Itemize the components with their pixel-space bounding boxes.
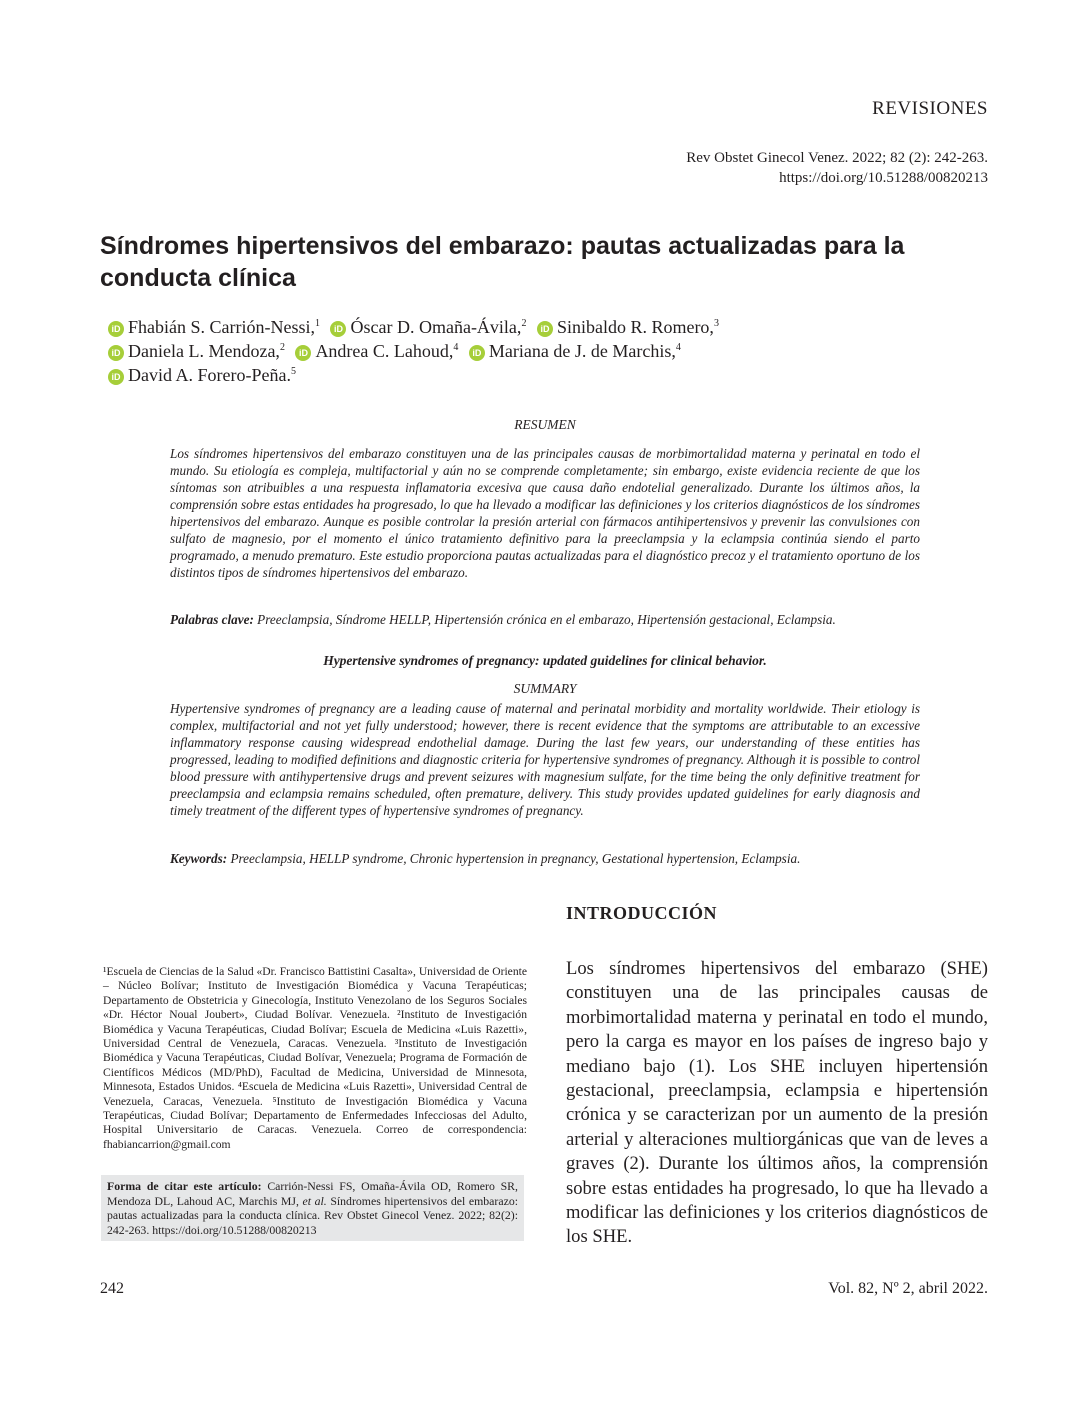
keywords-text: Preeclampsia, HELLP syndrome, Chronic hypertension in pregnancy, Gestational hypertension, Eclampsia. <box>230 851 801 866</box>
citation-line: Rev Obstet Ginecol Venez. 2022; 82 (2): 242-263. <box>686 150 988 166</box>
author-line <box>108 312 988 336</box>
orcid-icon[interactable]: iD <box>108 321 124 337</box>
section-label: REVISIONES <box>872 98 988 119</box>
journal-citation <box>686 148 988 188</box>
author-name: David A. Forero-Peña.$^5$ <box>128 365 296 385</box>
page-number: 242 <box>100 1280 124 1297</box>
author-name: Fhabián S. Carrión-Nessi,$^1$ <box>128 317 320 337</box>
orcid-icon[interactable]: iD <box>108 369 124 385</box>
author-name: Mariana de J. de Marchis,$^4$ <box>488 341 681 361</box>
keywords <box>170 850 920 867</box>
author-line <box>108 360 988 384</box>
orcid-icon[interactable]: iD <box>295 345 311 361</box>
citation-box <box>101 1175 524 1241</box>
author-name: Óscar D. Omaña-Ávila,$^2$ <box>350 317 527 337</box>
doi-link[interactable]: https://doi.org/10.51288/00820213 <box>779 170 988 186</box>
citation-box-text: Síndromes hipertensivos del embarazo: pautas actualizadas para la conducta clínica. Rev Obstet Ginecol Venez. 2022; 82(2): 242-263. https://doi.org/10.51288/00820213 <box>107 1193 518 1237</box>
journal-volume: Vol. 82, Nº 2, abril 2022. <box>828 1280 988 1297</box>
summary-heading: SUMMARY <box>513 681 577 696</box>
author-name: Sinibaldo R. Romero,$^3$ <box>556 317 719 337</box>
keywords-text: Preeclampsia, Síndrome HELLP, Hipertensión crónica en el embarazo, Hipertensión gestacional, Eclampsia. <box>257 612 836 627</box>
resumen-heading: RESUMEN <box>514 417 576 432</box>
introduction-heading: INTRODUCCIÓN <box>566 903 718 923</box>
keywords-label: Keywords: <box>170 851 228 866</box>
citation-box-text: Carrión-Nessi FS, Omaña-Ávila OD, Romero SR, Mendoza DL, Lahoud AC, Marchis MJ, <box>107 1179 518 1208</box>
citation-et-al: et al. <box>302 1193 327 1208</box>
citation-box-label: Forma de citar este artículo: <box>107 1179 262 1193</box>
author-line <box>108 336 988 360</box>
introduction-text: Los síndromes hipertensivos del embarazo (SHE) constituyen una de las principales causas de morbimortalidad materna y perinatal en todo el mundo, pero la carga es mayor en los países de ingreso bajo y mediano bajo (1). Los SHE incluyen hipertensión gestacional, preeclampsia, eclampsia e hipertensión crónica y se caracterizan por un aumento de la presión arterial y alteraciones multiorgánicas que van de leves a graves (2). Durante los últimos años, la comprensión sobre estas entidades ha progresado, lo que ha llevado a modificar las definiciones y los criterios diagnósticos de los SHE. <box>566 958 988 1248</box>
author-name: Daniela L. Mendoza,$^2$ <box>128 341 285 361</box>
orcid-icon[interactable]: iD <box>108 345 124 361</box>
summary-text: Hypertensive syndromes of pregnancy are a leading cause of maternal and perinatal morbidity and mortality worldwide. Their etiology is complex, multifactorial and not yet fully understood; however, there is recent evidence that the symptoms are attributable to an excessive inflammatory response causing widespread endothelial damage. During the last few years, our understanding of these entities has progressed, leading to modified definitions and diagnostic criteria for hypertensive syndromes of pregnancy. Although it is possible to control blood pressure with antihypertensive drugs and prevent seizures with magnesium sulfate, for the time being the only definitive treatment for preeclampsia and eclampsia remains scheduled, often premature, delivery. This study provides updated guidelines for early diagnosis and timely treatment of the different types of hypertensive syndromes of pregnancy. <box>170 701 920 818</box>
author-name: Andrea C. Lahoud,$^4$ <box>315 341 459 361</box>
resumen-text: Los síndromes hipertensivos del embarazo constituyen una de las principales causas de morbimortalidad materna y perinatal en todo el mundo. Su etiología es compleja, multifactorial y aún no se comprende completamente; sin embargo, existe evidencia reciente de que los síntomas son atribuibles a una respuesta inflamatoria excesiva que causa daño endotelial generalizado. Durante los últimos años, la comprensión sobre estas entidades ha progresado, lo que ha llevado a modificar las definiciones y los criterios diagnósticos de los síndromes hipertensivos del embarazo. Aunque es posible controlar la presión arterial con fármacos antihipertensivos y prevenir las convulsiones con sulfato de magnesio, por el momento el único tratamiento definitivo para la preeclampsia y la eclampsia continúa siendo el parto programado, a menudo prematuro. Este estudio proporciona pautas actualizadas para el diagnóstico precoz y el tratamiento oportuno de los distintos tipos de síndromes hipertensivos del embarazo. <box>170 446 920 580</box>
article-title: Síndromes hipertensivos del embarazo: pautas actualizadas para la conducta clínica <box>100 232 905 292</box>
affiliations: ¹Escuela de Ciencias de la Salud «Dr. Francisco Battistini Casalta», Universidad de Oriente – Núcleo Bolívar; Instituto de Investigación Biomédica y Vacuna Terapéuticas; Departamento de Obstetricia y Ginecología, Instituto Venezolano de los Seguros Sociales «Dr. Héctor Noual Joubert», Ciudad Bolívar. Venezuela. ²Instituto de Investigación Biomédica y Vacuna Terapéuticas, Ciudad Bolívar; Escuela de Medicina «Luis Razetti», Universidad Central de Venezuela, Caracas. Venezuela. ³Instituto de Investigación Biomédica y Vacuna Terapéuticas, Ciudad Bolívar, Venezuela; Programa de Formación de Científicos Médicos (MD/PhD), Facultad de Medicina, Universidad de Minnesota, Minnesota, Estados Unidos. ⁴Escuela de Medicina «Luis Razetti», Universidad Central de Venezuela, Caracas, Venezuela. ⁵Instituto de Investigación Biomédica y Vacuna Terapéuticas, Ciudad Bolívar; Departamento de Enfermedades Infecciosas del Adulto, Hospital Universitario de Caracas. Venezuela. Correo de correspondencia: fhabiancarrion@gmail.com <box>103 965 527 1151</box>
orcid-icon[interactable]: iD <box>330 321 346 337</box>
orcid-icon[interactable]: iD <box>537 321 553 337</box>
author-list <box>108 312 988 384</box>
orcid-icon[interactable]: iD <box>469 345 485 361</box>
palabras-clave <box>170 611 920 628</box>
english-title: Hypertensive syndromes of pregnancy: updated guidelines for clinical behavior. <box>323 653 767 668</box>
keywords-label: Palabras clave: <box>170 612 254 627</box>
